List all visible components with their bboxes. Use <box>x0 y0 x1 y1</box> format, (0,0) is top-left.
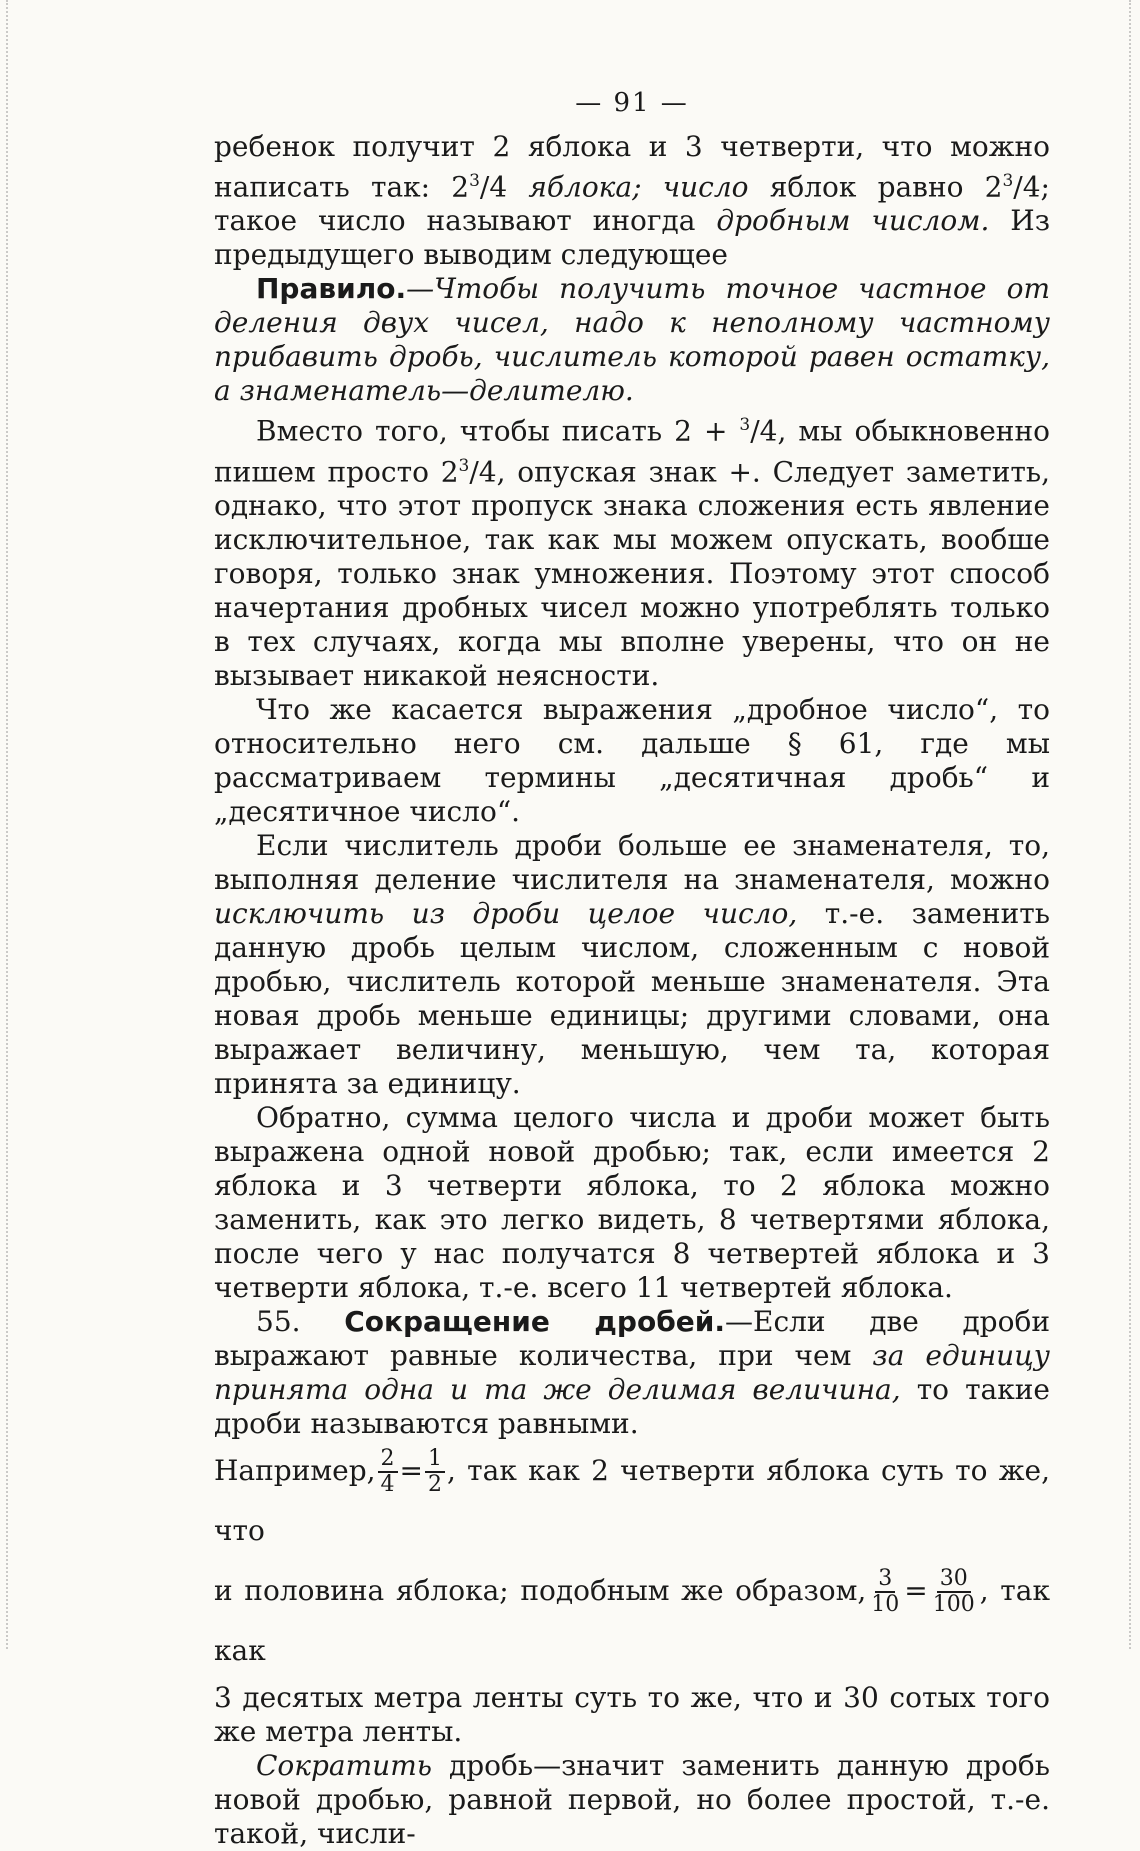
intro-den-2: /4 <box>1013 170 1041 204</box>
p4-italic: исключить из дроби целое число, <box>214 896 798 930</box>
fraction-denominator: 2 <box>428 1472 443 1498</box>
paragraph-fraction-number-term: Что же касается выражения „дробное число“, то относительно него см. дальше § 61, где мы рассматриваем термины „десятичная дробь“ и „десятичное число“. <box>214 692 1050 828</box>
s55-text-a: —Если две дроби выражают равные количества, при чем <box>214 1304 1050 1372</box>
example-line-1 <box>214 1441 1050 1561</box>
p2-text-a: Вместо того, чтобы писать 2 + <box>256 414 740 448</box>
fraction-3-10 <box>868 1567 902 1617</box>
rule-text: —Чтобы получить точное частное от деления двух чисел, надо к неполному частному прибавить дробь, числитель которой равен остатку, а знаменатель—делителю. <box>214 272 1050 408</box>
section-55-title: Сокращение дробей. <box>344 1304 725 1338</box>
fraction-numerator: 3 <box>875 1567 895 1593</box>
scan-edge-left <box>6 0 11 1649</box>
fraction-2-4 <box>378 1447 398 1497</box>
example-1-tail: , так как 2 четверти яблока суть то же, что <box>214 1453 1050 1547</box>
intro-italic-1: яблока; число <box>528 170 749 204</box>
intro-text-1: ребенок получит 2 яблока и 3 четверти, что можно написать так: 2 <box>214 130 1050 204</box>
paragraph-converse: Обратно, сумма целого числа и дроби может быть выражена одной новой дробью; так, если имеется 2 яблока и 3 четверти яблока, то 2 яблока можно заменить, как это легко видеть, 8 четвертями яблока, после чего у нас получатся 8 четвертей яблока и 3 четверти яблока, т.-е. всего 11 четвертей яблока. <box>214 1100 1050 1304</box>
intro-sup-2: 3 <box>1002 171 1014 191</box>
fraction-denominator: 10 <box>871 1592 900 1618</box>
fraction-denominator: 4 <box>380 1472 395 1498</box>
reduce-text: дробь—значит заменить данную дробь новой дробью, равной первой, но более простой, т.-е. такой, числи- <box>214 1748 1050 1850</box>
fraction-30-100 <box>930 1567 978 1617</box>
fraction-numerator: 30 <box>937 1567 971 1593</box>
paragraph-reduce-definition <box>214 1749 1050 1851</box>
page-body <box>214 88 1050 1851</box>
p2-text-c: , опуская знак +. Следует заметить, однако, что этот пропуск знака сложения есть явление исключительное, так как мы можем опускать, вообше говоря, только знак умножения. Поэтому этот способ начертания дробных чисел можно употреблять только в тех случаях, когда мы вполне уверены, что он не вызывает никакой неясности. <box>214 454 1050 692</box>
p2-den-b: /4 <box>469 454 497 488</box>
s55-text-b: то такие дроби называются равными. <box>214 1372 1050 1440</box>
fraction-denominator: 100 <box>932 1592 975 1618</box>
reduce-term: Сократить <box>256 1748 432 1782</box>
equals-sign: = <box>399 1453 424 1487</box>
intro-italic-2: дробным числом. <box>716 204 990 238</box>
section-55-paragraph <box>214 1305 1050 1441</box>
example-line-2 <box>214 1561 1050 1681</box>
intro-paragraph <box>214 130 1050 272</box>
section-55-number: 55. <box>256 1304 301 1338</box>
rule-paragraph <box>214 272 1050 408</box>
example-2-tail: , так как <box>214 1573 1050 1667</box>
intro-text-4: Из предыдущего выводим следующее <box>214 204 1050 272</box>
intro-text-3: ; такое число называют иногда <box>214 170 1050 238</box>
page-number: — 91 — <box>575 88 689 118</box>
p4-text-a: Если числитель дроби больше ее знаменателя, то, выполняя деление числителя на знаменателя, можно <box>214 828 1050 896</box>
intro-sup: 3 <box>469 171 480 191</box>
p2-sup-a: 3 <box>739 415 751 436</box>
paragraph-improper-fraction <box>214 829 1050 1101</box>
p2-den-a: /4 <box>750 414 778 448</box>
equals-sign: = <box>904 1573 928 1607</box>
p2-sup-b: 3 <box>458 455 470 476</box>
intro-den: /4 <box>479 170 508 204</box>
s55-italic: за единицу принята одна и та же делимая величина, <box>214 1338 1050 1406</box>
paragraph-omit-plus <box>214 408 1050 693</box>
intro-text-2: яблок равно 2 <box>769 170 1003 204</box>
p2-text-b: , мы обыкновенно пишем просто 2 <box>214 414 1050 488</box>
rule-title: Правило. <box>256 272 407 306</box>
example-1-lead: Например, <box>214 1453 376 1487</box>
example-line-3: 3 десятых метра ленты суть то же, что и 30 сотых того же метра ленты. <box>214 1680 1050 1748</box>
scan-edge-right <box>1129 0 1134 1649</box>
p4-text-b: т.-е. заменить данную дробь целым числом, сложенным с новой дробью, числитель которой меньше знаменателя. Эта новая дробь меньше единицы; другими словами, она выражает величину, меньшую, чем та, которая принята за единицу. <box>214 896 1050 1100</box>
fraction-numerator: 2 <box>378 1447 398 1473</box>
example-2-lead: и половина яблока; подобным же образом, <box>214 1573 867 1607</box>
fraction-1-2 <box>425 1447 445 1497</box>
fraction-numerator: 1 <box>425 1447 445 1473</box>
